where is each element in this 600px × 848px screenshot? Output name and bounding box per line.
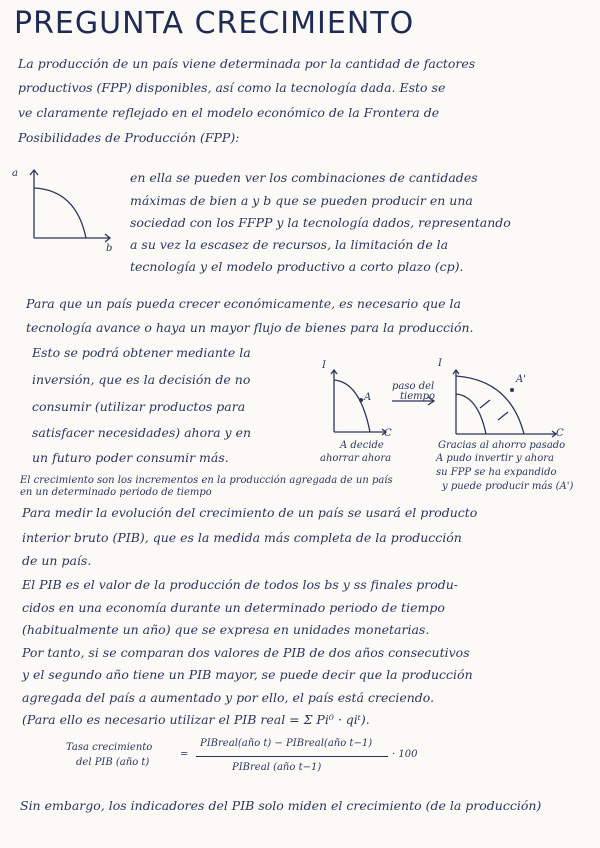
- fraction-bar: [196, 756, 388, 757]
- pib-def-line: (Para ello es necesario utilizar el PIB real = Σ Pi⁰ · qiᵗ).: [22, 712, 370, 727]
- fpp-after-diagram: [452, 368, 562, 440]
- fig2-right-x-label: C: [556, 428, 564, 439]
- fig2-right-point: A': [516, 374, 526, 385]
- fpp-curve: [34, 188, 86, 238]
- caption-right-line: y puede producir más (A'): [442, 481, 574, 492]
- intro-line: productivos (FPP) disponibles, así como la tecnología dada. Esto se: [18, 80, 446, 95]
- fig1-x-label: b: [106, 243, 113, 254]
- arrow-label: tiempo: [400, 391, 436, 402]
- investment-line: inversión, que es la decisión de no: [32, 372, 251, 387]
- formula-equals: =: [180, 749, 189, 760]
- fig1-y-label: a: [12, 168, 18, 179]
- pib-def-line: y el segundo año tiene un PIB mayor, se puede decir que la producción: [22, 667, 473, 682]
- growth-definition-line: El crecimiento son los incrementos en la producción agregada de un país: [20, 475, 393, 486]
- pib-line: de un país.: [22, 553, 92, 568]
- intro-line: ve claramente reflejado en el modelo económico de la Frontera de: [18, 105, 440, 120]
- caption-right-line: su FPP se ha expandido: [436, 467, 557, 478]
- after-old-curve: [456, 394, 486, 434]
- fpp-text-line: máximas de bien a y b que se pueden producir en una: [130, 193, 473, 208]
- fpp-text-line: a su vez la escasez de recursos, la limitación de la: [130, 237, 449, 252]
- pib-line: Para medir la evolución del crecimiento de un país se usará el producto: [22, 505, 478, 520]
- formula-left: Tasa crecimiento: [66, 742, 153, 753]
- caption-right-line: A pudo invertir y ahora: [436, 453, 554, 464]
- page-title: PREGUNTA CRECIMIENTO: [14, 6, 415, 41]
- before-point: [359, 398, 363, 402]
- fpp-text-line: sociedad con los FFPP y la tecnología dados, representando: [130, 215, 511, 230]
- pib-def-line: El PIB es el valor de la producción de todos los bs y ss finales produ-: [22, 577, 459, 592]
- fig2-right-y-label: I: [438, 358, 442, 369]
- pib-def-line: Por tanto, si se comparan dos valores de PIB de dos años consecutivos: [22, 645, 470, 660]
- growth-line: Para que un país pueda crecer económicamente, es necesario que la: [26, 296, 461, 311]
- investment-line: un futuro poder consumir más.: [32, 450, 229, 465]
- growth-line: tecnología avance o haya un mayor flujo de bienes para la producción.: [26, 320, 474, 335]
- investment-line: Esto se podrá obtener mediante la: [32, 345, 251, 360]
- fig2-left-point: A: [364, 392, 372, 403]
- fpp-text-line: tecnología y el modelo productivo a corto plazo (cp).: [130, 259, 464, 274]
- caption-right-line: Gracias al ahorro pasado: [438, 440, 566, 451]
- intro-line: Posibilidades de Producción (FPP):: [18, 130, 240, 145]
- fpp-diagram: [28, 168, 128, 248]
- investment-line: satisfacer necesidades) ahora y en: [32, 425, 252, 440]
- formula-left: del PIB (año t): [76, 757, 150, 768]
- fig2-left-y-label: I: [322, 360, 326, 371]
- shift-arrow: [480, 400, 490, 408]
- formula-denominator: PIBreal (año t−1): [232, 762, 322, 773]
- caption-left-line: ahorrar ahora: [320, 453, 392, 464]
- pib-line: interior bruto (PIB), que es la medida más completa de la producción: [22, 530, 462, 545]
- after-point: [510, 388, 514, 392]
- arrow-label: paso del: [392, 381, 435, 392]
- growth-definition-line: en un determinado periodo de tiempo: [20, 487, 212, 498]
- caption-left-line: A decide: [340, 440, 384, 451]
- intro-line: La producción de un país viene determinada por la cantidad de factores: [18, 56, 476, 71]
- fpp-text-line: en ella se pueden ver los combinaciones de cantidades: [130, 170, 478, 185]
- pib-def-line: (habitualmente un año) que se expresa en unidades monetarias.: [22, 622, 430, 637]
- time-arrow: [390, 394, 440, 408]
- shift-arrow: [498, 412, 508, 420]
- fig2-left-x-label: C: [384, 428, 392, 439]
- investment-line: consumir (utilizar productos para: [32, 399, 246, 414]
- formula-numerator: PIBreal(año t) − PIBreal(año t−1): [200, 738, 373, 749]
- after-new-curve: [456, 376, 524, 434]
- pib-def-line: agregada del país a aumentado y por ello, el país está creciendo.: [22, 690, 435, 705]
- pib-def-line: cidos en una economía durante un determinado periodo de tiempo: [22, 600, 445, 615]
- closing-line: Sin embargo, los indicadores del PIB solo miden el crecimiento (de la producción): [20, 798, 542, 813]
- formula-times: · 100: [392, 749, 418, 760]
- before-fpp-curve: [334, 380, 370, 432]
